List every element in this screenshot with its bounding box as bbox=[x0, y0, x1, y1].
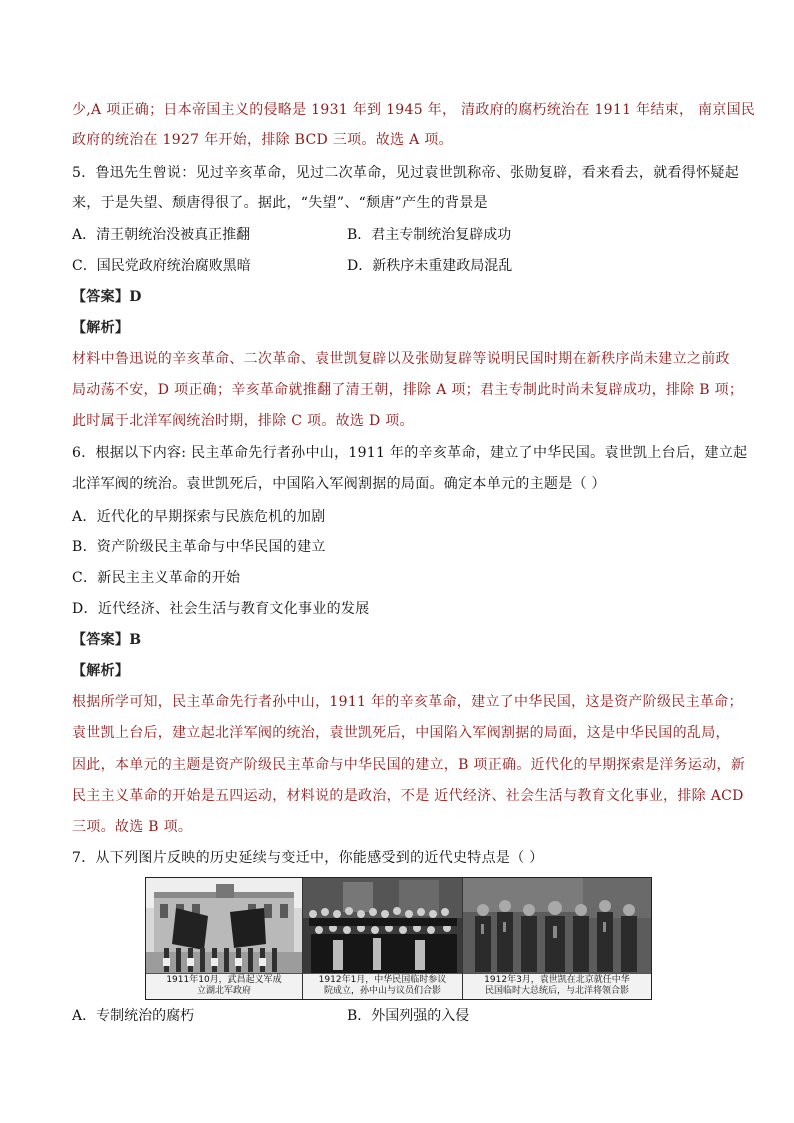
q7-stem: 7．从下列图片反映的历史延续与变迁中，你能感受到的近代史特点是（ ） bbox=[72, 850, 544, 866]
q5-stem-line-2: 来，于是失望、颓唐得很了。据此，“失望”、“颓唐”产生的背景是 bbox=[72, 195, 488, 211]
q5-option-b: B．君主专制统治复辟成功 bbox=[347, 227, 512, 243]
q5-answer: 【答案】D bbox=[72, 289, 142, 305]
q5-analysis-label: 【解析】 bbox=[72, 320, 130, 336]
q5-analysis-line-2: 局动荡不安，D 项正确；辛亥革命就推翻了清王朝，排除 A 项；君主专制此时尚未复辟成功，排除 B 项； bbox=[72, 382, 744, 398]
q6-analysis-line-1: 根据所学可知，民主革命先行者孙中山，1911 年的辛亥革命，建立了中华民国，这是资产阶级民主革命； bbox=[72, 694, 743, 710]
q5-option-a: A．清王朝统治没被真正推翻 bbox=[72, 227, 251, 243]
q7-photo-2-caption-line-2: 院成立，孙中山与议员们合影 bbox=[323, 986, 441, 996]
q5-option-c: C．国民党政府统治腐败黑暗 bbox=[72, 258, 251, 274]
q5-analysis-line-3: 此时属于北洋军阀统治时期，排除 C 项。故选 D 项。 bbox=[72, 413, 414, 429]
q7-photo-3-caption-line-1: 1912年3月，袁世凯在北京就任中华 bbox=[484, 975, 630, 985]
q7-photo-2-caption-line-1: 1912年1月，中华民国临时参议 bbox=[318, 975, 447, 985]
q6-analysis-label: 【解析】 bbox=[72, 663, 130, 679]
q6-analysis-line-2: 袁世凯上台后，建立起北洋军阀的统治，袁世凯死后，中国陷入军阀割据的局面，这是中华民国的乱局， bbox=[72, 725, 730, 741]
q6-option-d: D．近代经济、社会生活与教育文化事业的发展 bbox=[72, 601, 370, 617]
q7-photo-3-caption-line-2: 民国临时大总统后，与北洋将领合影 bbox=[484, 986, 629, 996]
q6-option-b: B．资产阶级民主革命与中华民国的建立 bbox=[72, 539, 326, 555]
q6-analysis-line-3: 因此，本单元的主题是资产阶级民主革命与中华民国的建立，B 项正确。近代化的早期探索是洋务运动，新 bbox=[72, 757, 746, 773]
q7-photo-strip bbox=[145, 877, 652, 1000]
q5-option-d: D．新秩序未重建政局混乱 bbox=[347, 258, 513, 274]
q7-option-b: B．外国列强的入侵 bbox=[347, 1008, 470, 1024]
q6-analysis-line-4: 民主主义革命的开始是五四运动，材料说的是政治，不是 近代经济、社会生活与教育文化事业，排除 ACD bbox=[72, 788, 744, 804]
q7-photo-1-caption-line-1: 1911年10月，武昌起义军成 bbox=[166, 975, 282, 985]
q6-stem-line-1: 6．根据以下内容: 民主革命先行者孙中山，1911 年的辛亥革命，建立了中华民国。袁世凯上台后，建立起 bbox=[72, 445, 748, 461]
intro-line-1: 少,A 项正确；日本帝国主义的侵略是 1931 年到 1945 年， 清政府的腐朽统治在 1911 年结束， 南京国民 bbox=[72, 102, 756, 118]
intro-line-2: 政府的统治在 1927 年开始，排除 BCD 三项。故选 A 项。 bbox=[72, 132, 453, 148]
q5-analysis-line-1: 材料中鲁迅说的辛亥革命、二次革命、袁世凯复辟以及张勋复辟等说明民国时期在新秩序尚未建立之前政 bbox=[72, 351, 730, 367]
q5-stem-line-1: 5．鲁迅先生曾说：见过辛亥革命，见过二次革命，见过袁世凯称帝、张勋复辟，看来看去，就看得怀疑起 bbox=[72, 165, 740, 181]
q7-photo-1 bbox=[146, 878, 303, 999]
q6-stem-line-2: 北洋军阀的统治。袁世凯死后，中国陷入军阀割据的局面。确定本单元的主题是（ ） bbox=[72, 476, 606, 492]
q7-photo-3-caption bbox=[463, 973, 651, 999]
q7-photo-1-caption-line-2: 立湖北军政府 bbox=[196, 986, 251, 996]
q6-analysis-line-5: 三项。故选 B 项。 bbox=[72, 819, 193, 835]
q6-option-a: A．近代化的早期探索与民族危机的加剧 bbox=[72, 509, 326, 525]
q7-photo-2-caption bbox=[303, 973, 462, 999]
q7-photo-1-caption bbox=[146, 973, 302, 999]
q6-answer: 【答案】B bbox=[72, 632, 142, 648]
q7-photo-3 bbox=[463, 878, 651, 999]
q7-option-a: A．专制统治的腐朽 bbox=[72, 1008, 195, 1024]
q7-photo-2 bbox=[303, 878, 463, 999]
q6-option-c: C．新民主主义革命的开始 bbox=[72, 570, 241, 586]
